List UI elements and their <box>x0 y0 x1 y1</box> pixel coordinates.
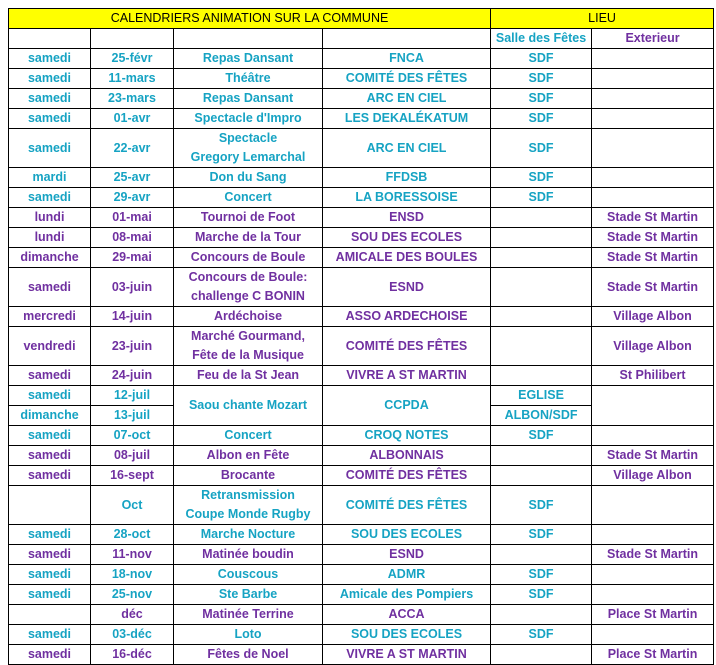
header-row <box>9 9 714 29</box>
salle-cell[interactable]: SDF <box>491 129 592 168</box>
organizer-cell[interactable]: FFDSB <box>323 168 491 188</box>
date-cell[interactable]: 25-févr <box>91 49 174 69</box>
table-row <box>9 565 714 585</box>
table-row <box>9 248 714 268</box>
day-cell[interactable]: samedi <box>9 446 91 466</box>
table-row <box>9 525 714 545</box>
table-row <box>9 605 714 625</box>
table-row <box>9 228 714 248</box>
exterieur-cell[interactable] <box>592 426 714 446</box>
event-cell[interactable]: Spectacle d'Impro <box>174 109 323 129</box>
salle-cell[interactable]: SDF <box>491 49 592 69</box>
exterieur-cell[interactable] <box>592 585 714 605</box>
event-cell[interactable]: Ardéchoise <box>174 307 323 327</box>
date-cell[interactable]: 08-juil <box>91 446 174 466</box>
table-row <box>9 69 714 89</box>
date-cell[interactable]: 11-mars <box>91 69 174 89</box>
salle-cell[interactable]: SDF <box>491 486 592 525</box>
date-cell[interactable]: 25-avr <box>91 168 174 188</box>
cell-line: Concours de Boule: <box>188 270 308 284</box>
organizer-cell[interactable]: ALBONNAIS <box>323 446 491 466</box>
date-cell[interactable]: 29-mai <box>91 248 174 268</box>
salle-cell[interactable]: SDF <box>491 565 592 585</box>
table-row <box>9 426 714 446</box>
table-row <box>9 645 714 665</box>
exterieur-cell[interactable]: Stade St Martin <box>592 228 714 248</box>
event-cell[interactable]: Marche de la Tour <box>174 228 323 248</box>
day-cell[interactable]: vendredi <box>9 327 91 366</box>
table-row <box>9 585 714 605</box>
event-cell[interactable]: Ste Barbe <box>174 585 323 605</box>
salle-cell[interactable]: SDF <box>491 585 592 605</box>
table-row <box>9 386 714 406</box>
cell-line: Coupe Monde Rugby <box>185 507 311 521</box>
date-cell[interactable]: 03-déc <box>91 625 174 645</box>
event-cell[interactable]: Repas Dansant <box>174 49 323 69</box>
day-cell[interactable]: samedi <box>9 585 91 605</box>
organizer-cell[interactable]: SOU DES ECOLES <box>323 625 491 645</box>
calendar-table <box>8 8 714 665</box>
exterieur-cell[interactable]: Village Albon <box>592 466 714 486</box>
event-cell[interactable]: Feu de la St Jean <box>174 366 323 386</box>
organizer-cell[interactable]: ENSD <box>323 208 491 228</box>
exterieur-cell[interactable]: Stade St Martin <box>592 446 714 466</box>
date-cell[interactable]: déc <box>91 605 174 625</box>
event-cell[interactable]: Repas Dansant <box>174 89 323 109</box>
salle-cell[interactable] <box>491 208 592 228</box>
salle-cell[interactable] <box>491 327 592 366</box>
exterieur-cell[interactable] <box>592 486 714 525</box>
cell-line: Marché Gourmand, <box>191 329 305 343</box>
exterieur-cell[interactable] <box>592 129 714 168</box>
organizer-cell[interactable]: ADMR <box>323 565 491 585</box>
exterieur-cell[interactable]: Stade St Martin <box>592 208 714 228</box>
exterieur-cell[interactable]: Village Albon <box>592 307 714 327</box>
day-cell[interactable] <box>9 486 91 525</box>
exterieur-cell[interactable] <box>592 188 714 208</box>
date-cell[interactable]: 23-juin <box>91 327 174 366</box>
date-cell[interactable]: 18-nov <box>91 565 174 585</box>
exterieur-cell[interactable]: Village Albon <box>592 327 714 366</box>
day-cell[interactable]: samedi <box>9 89 91 109</box>
date-cell[interactable]: 24-juin <box>91 366 174 386</box>
organizer-cell[interactable]: ASSO ARDECHOISE <box>323 307 491 327</box>
exterieur-cell[interactable] <box>592 89 714 109</box>
event-cell[interactable]: Don du Sang <box>174 168 323 188</box>
exterieur-cell[interactable] <box>592 565 714 585</box>
organizer-cell[interactable]: LES DEKALÉKATUM <box>323 109 491 129</box>
date-cell[interactable]: 28-oct <box>91 525 174 545</box>
event-cell[interactable]: Saou chante Mozart <box>174 386 323 426</box>
date-cell[interactable]: 16-déc <box>91 645 174 665</box>
day-cell[interactable]: mardi <box>9 168 91 188</box>
day-cell[interactable]: samedi <box>9 268 91 307</box>
day-cell[interactable]: samedi <box>9 525 91 545</box>
table-row <box>9 307 714 327</box>
event-cell[interactable]: Matinée Terrine <box>174 605 323 625</box>
day-cell[interactable]: samedi <box>9 545 91 565</box>
date-cell[interactable]: 13-juil <box>91 406 174 426</box>
date-cell[interactable]: 11-nov <box>91 545 174 565</box>
organizer-cell[interactable]: CCPDA <box>323 386 491 426</box>
salle-cell[interactable] <box>491 366 592 386</box>
event-cell[interactable]: Concours de Boule <box>174 248 323 268</box>
date-cell[interactable]: 14-juin <box>91 307 174 327</box>
table-row <box>9 188 714 208</box>
event-cell[interactable]: Marche Nocture <box>174 525 323 545</box>
salle-cell[interactable]: SDF <box>491 109 592 129</box>
event-cell[interactable]: Fêtes de Noel <box>174 645 323 665</box>
event-cell[interactable] <box>174 327 323 366</box>
cell-line: Retransmission <box>201 488 295 502</box>
date-cell[interactable]: 07-oct <box>91 426 174 446</box>
organizer-cell[interactable]: COMITÉ DES FÊTES <box>323 486 491 525</box>
exterieur-cell[interactable]: Place St Martin <box>592 605 714 625</box>
cell[interactable] <box>91 29 174 49</box>
day-cell[interactable]: samedi <box>9 366 91 386</box>
event-cell[interactable]: Matinée boudin <box>174 545 323 565</box>
organizer-cell[interactable]: ARC EN CIEL <box>323 129 491 168</box>
exterieur-cell[interactable] <box>592 168 714 188</box>
day-cell[interactable]: lundi <box>9 228 91 248</box>
exterieur-cell[interactable] <box>592 386 714 426</box>
date-cell[interactable]: 08-mai <box>91 228 174 248</box>
salle-cell[interactable] <box>491 307 592 327</box>
salle-cell[interactable] <box>491 545 592 565</box>
exterieur-cell[interactable]: St Philibert <box>592 366 714 386</box>
salle-cell[interactable] <box>491 645 592 665</box>
salle-cell[interactable] <box>491 466 592 486</box>
day-cell[interactable]: samedi <box>9 625 91 645</box>
cell-line: Gregory Lemarchal <box>190 150 306 164</box>
organizer-cell[interactable]: COMITÉ DES FÊTES <box>323 466 491 486</box>
table-row <box>9 89 714 109</box>
day-cell[interactable]: lundi <box>9 208 91 228</box>
organizer-cell[interactable]: ESND <box>323 545 491 565</box>
cell-line: challenge C BONIN <box>191 289 305 303</box>
salle-cell[interactable] <box>491 228 592 248</box>
salle-des-fetes-header[interactable]: Salle des Fêtes <box>491 29 592 49</box>
exterieur-cell[interactable] <box>592 49 714 69</box>
day-cell[interactable]: samedi <box>9 386 91 406</box>
organizer-cell[interactable]: SOU DES ECOLES <box>323 525 491 545</box>
table-row <box>9 129 714 168</box>
event-cell[interactable] <box>174 268 323 307</box>
table-title[interactable]: CALENDRIERS ANIMATION SUR LA COMMUNE <box>9 9 491 29</box>
table-row <box>9 545 714 565</box>
table-row <box>9 208 714 228</box>
cell-line: Fête de la Musique <box>192 348 304 362</box>
salle-cell[interactable] <box>491 248 592 268</box>
event-cell[interactable]: Tournoi de Foot <box>174 208 323 228</box>
organizer-cell[interactable]: COMITÉ DES FÊTES <box>323 69 491 89</box>
table-row <box>9 466 714 486</box>
exterieur-cell[interactable]: Place St Martin <box>592 645 714 665</box>
organizer-cell[interactable]: FNCA <box>323 49 491 69</box>
day-cell[interactable] <box>9 605 91 625</box>
exterieur-cell[interactable] <box>592 525 714 545</box>
event-cell[interactable]: Albon en Fête <box>174 446 323 466</box>
date-cell[interactable]: 01-mai <box>91 208 174 228</box>
day-cell[interactable]: samedi <box>9 565 91 585</box>
cell-line: Spectacle <box>218 131 278 145</box>
date-cell[interactable]: Oct <box>91 486 174 525</box>
organizer-cell[interactable]: ACCA <box>323 605 491 625</box>
salle-cell[interactable]: EGLISE <box>491 386 592 406</box>
date-cell[interactable]: 25-nov <box>91 585 174 605</box>
table-row <box>9 109 714 129</box>
salle-cell[interactable]: SDF <box>491 168 592 188</box>
exterieur-cell[interactable]: Stade St Martin <box>592 545 714 565</box>
salle-cell[interactable] <box>491 605 592 625</box>
salle-cell[interactable] <box>491 268 592 307</box>
day-cell[interactable]: samedi <box>9 109 91 129</box>
event-cell[interactable]: Loto <box>174 625 323 645</box>
salle-cell[interactable]: SDF <box>491 525 592 545</box>
day-cell[interactable]: samedi <box>9 426 91 446</box>
day-cell[interactable]: samedi <box>9 645 91 665</box>
exterieur-cell[interactable] <box>592 625 714 645</box>
day-cell[interactable]: samedi <box>9 49 91 69</box>
organizer-cell[interactable]: COMITÉ DES FÊTES <box>323 327 491 366</box>
event-cell[interactable]: Concert <box>174 188 323 208</box>
date-cell[interactable]: 29-avr <box>91 188 174 208</box>
table-row <box>9 327 714 366</box>
cell[interactable] <box>323 29 491 49</box>
organizer-cell[interactable]: VIVRE A ST MARTIN <box>323 366 491 386</box>
event-cell[interactable]: Couscous <box>174 565 323 585</box>
date-cell[interactable]: 01-avr <box>91 109 174 129</box>
salle-cell[interactable]: SDF <box>491 625 592 645</box>
date-cell[interactable]: 12-juil <box>91 386 174 406</box>
table-row <box>9 49 714 69</box>
day-cell[interactable]: samedi <box>9 129 91 168</box>
organizer-cell[interactable]: SOU DES ECOLES <box>323 228 491 248</box>
exterieur-cell[interactable]: Stade St Martin <box>592 268 714 307</box>
table-row <box>9 366 714 386</box>
lieu-header[interactable]: LIEU <box>491 9 714 29</box>
event-cell[interactable]: Concert <box>174 426 323 446</box>
date-cell[interactable]: 22-avr <box>91 129 174 168</box>
table-row <box>9 268 714 307</box>
salle-cell[interactable]: SDF <box>491 426 592 446</box>
salle-cell[interactable]: SDF <box>491 89 592 109</box>
day-cell[interactable]: samedi <box>9 188 91 208</box>
day-cell[interactable]: mercredi <box>9 307 91 327</box>
exterieur-header[interactable]: Exterieur <box>592 29 714 49</box>
day-cell[interactable]: samedi <box>9 69 91 89</box>
day-cell[interactable]: dimanche <box>9 248 91 268</box>
date-cell[interactable]: 23-mars <box>91 89 174 109</box>
organizer-cell[interactable]: LA BORESSOISE <box>323 188 491 208</box>
salle-cell[interactable]: SDF <box>491 188 592 208</box>
organizer-cell[interactable]: ESND <box>323 268 491 307</box>
subheader-row <box>9 29 714 49</box>
salle-cell[interactable] <box>491 446 592 466</box>
event-cell[interactable]: Théâtre <box>174 69 323 89</box>
event-cell[interactable] <box>174 486 323 525</box>
table-row <box>9 486 714 525</box>
table-row <box>9 625 714 645</box>
table-row <box>9 446 714 466</box>
exterieur-cell[interactable] <box>592 69 714 89</box>
exterieur-cell[interactable]: Stade St Martin <box>592 248 714 268</box>
organizer-cell[interactable]: AMICALE DES BOULES <box>323 248 491 268</box>
event-cell[interactable]: Brocante <box>174 466 323 486</box>
organizer-cell[interactable]: CROQ NOTES <box>323 426 491 446</box>
day-cell[interactable]: samedi <box>9 466 91 486</box>
date-cell[interactable]: 16-sept <box>91 466 174 486</box>
table-row <box>9 168 714 188</box>
organizer-cell[interactable]: VIVRE A ST MARTIN <box>323 645 491 665</box>
date-cell[interactable]: 03-juin <box>91 268 174 307</box>
organizer-cell[interactable]: ARC EN CIEL <box>323 89 491 109</box>
cell[interactable] <box>174 29 323 49</box>
salle-cell[interactable]: SDF <box>491 69 592 89</box>
cell[interactable] <box>9 29 91 49</box>
day-cell[interactable]: dimanche <box>9 406 91 426</box>
event-cell[interactable] <box>174 129 323 168</box>
salle-cell[interactable]: ALBON/SDF <box>491 406 592 426</box>
exterieur-cell[interactable] <box>592 109 714 129</box>
organizer-cell[interactable]: Amicale des Pompiers <box>323 585 491 605</box>
